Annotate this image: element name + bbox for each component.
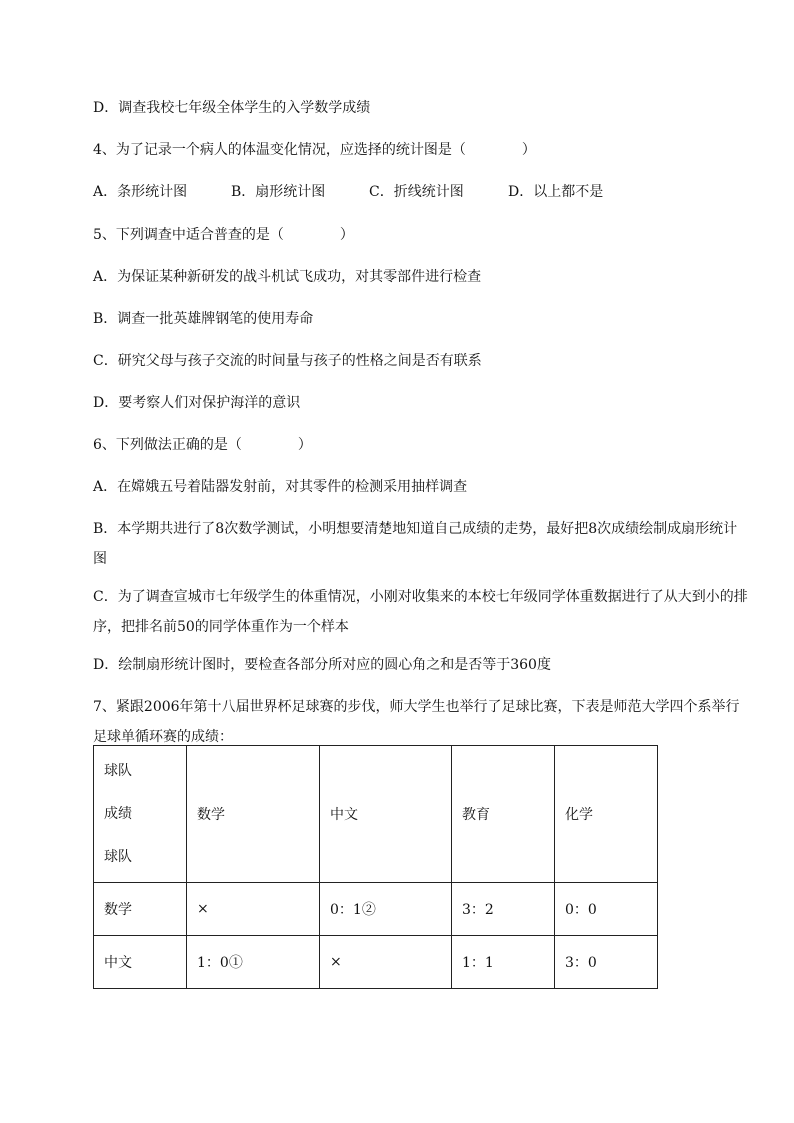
table-row bbox=[94, 936, 658, 989]
q6-option-a: A．在嫦娥五号着陆器发射前，对其零件的检测采用抽样调查 bbox=[93, 479, 468, 495]
column-header-chemistry: 化学 bbox=[555, 746, 658, 883]
q6-option-d: D．绘制扇形统计图时，要检查各部分所对应的圆心角之和是否等于360度 bbox=[93, 657, 551, 673]
table-cell: 3：2 bbox=[452, 883, 555, 936]
q5-option-b: B．调查一批英雄牌钢笔的使用寿命 bbox=[93, 311, 314, 327]
column-header-education: 教育 bbox=[452, 746, 555, 883]
table-header-row bbox=[94, 746, 658, 883]
q4-option-c: C．折线统计图 bbox=[369, 184, 464, 200]
q5-option-c: C．研究父母与孩子交流的时间量与孩子的性格之间是否有联系 bbox=[93, 353, 482, 369]
q4-option-a: A．条形统计图 bbox=[93, 184, 188, 200]
q4-option-d: D．以上都不是 bbox=[508, 184, 604, 200]
q3-option-d: D．调查我校七年级全体学生的入学数学成绩 bbox=[93, 100, 371, 116]
q4-stem: 4、为了记录一个病人的体温变化情况，应选择的统计图是（ ） bbox=[93, 142, 536, 158]
table-cell: 1：0① bbox=[187, 936, 320, 989]
table-cell: 1：1 bbox=[452, 936, 555, 989]
row-header-chinese: 中文 bbox=[94, 936, 187, 989]
q7-stem: 7、紧跟2006年第十八届世界杯足球赛的步伐，师大学生也举行了足球比赛，下表是师范大学四个系举行足球单循环赛的成绩： bbox=[93, 699, 740, 745]
q6-stem: 6、下列做法正确的是（ ） bbox=[93, 437, 312, 453]
table-cell: 3：0 bbox=[555, 936, 658, 989]
column-header-chinese: 中文 bbox=[320, 746, 452, 883]
table-cell: × bbox=[320, 936, 452, 989]
column-header-math: 数学 bbox=[187, 746, 320, 883]
q5-option-a: A．为保证某种新研发的战斗机试飞成功，对其零部件进行检查 bbox=[93, 269, 482, 285]
results-table bbox=[93, 745, 658, 989]
table-corner-cell bbox=[94, 746, 187, 883]
q5-option-d: D．要考察人们对保护海洋的意识 bbox=[93, 395, 301, 411]
corner-label-score: 成绩 bbox=[104, 805, 132, 822]
q4-option-b: B．扇形统计图 bbox=[231, 184, 326, 200]
row-header-math: 数学 bbox=[94, 883, 187, 936]
corner-label-team-top: 球队 bbox=[104, 762, 132, 779]
table-row bbox=[94, 883, 658, 936]
q5-stem: 5、下列调查中适合普查的是（ ） bbox=[93, 227, 354, 243]
q6-option-b: B．本学期共进行了8次数学测试，小明想要清楚地知道自己成绩的走势，最好把8次成绩绘制成扇形统计图 bbox=[93, 521, 738, 567]
table-cell: × bbox=[187, 883, 320, 936]
corner-label-team-left: 球队 bbox=[104, 848, 132, 865]
q6-option-c: C．为了调查宣城市七年级学生的体重情况，小刚对收集来的本校七年级同学体重数据进行了从大到小的排序，把排名前50的同学体重作为一个样本 bbox=[93, 589, 748, 635]
table-cell: 0：1② bbox=[320, 883, 452, 936]
table-cell: 0：0 bbox=[555, 883, 658, 936]
